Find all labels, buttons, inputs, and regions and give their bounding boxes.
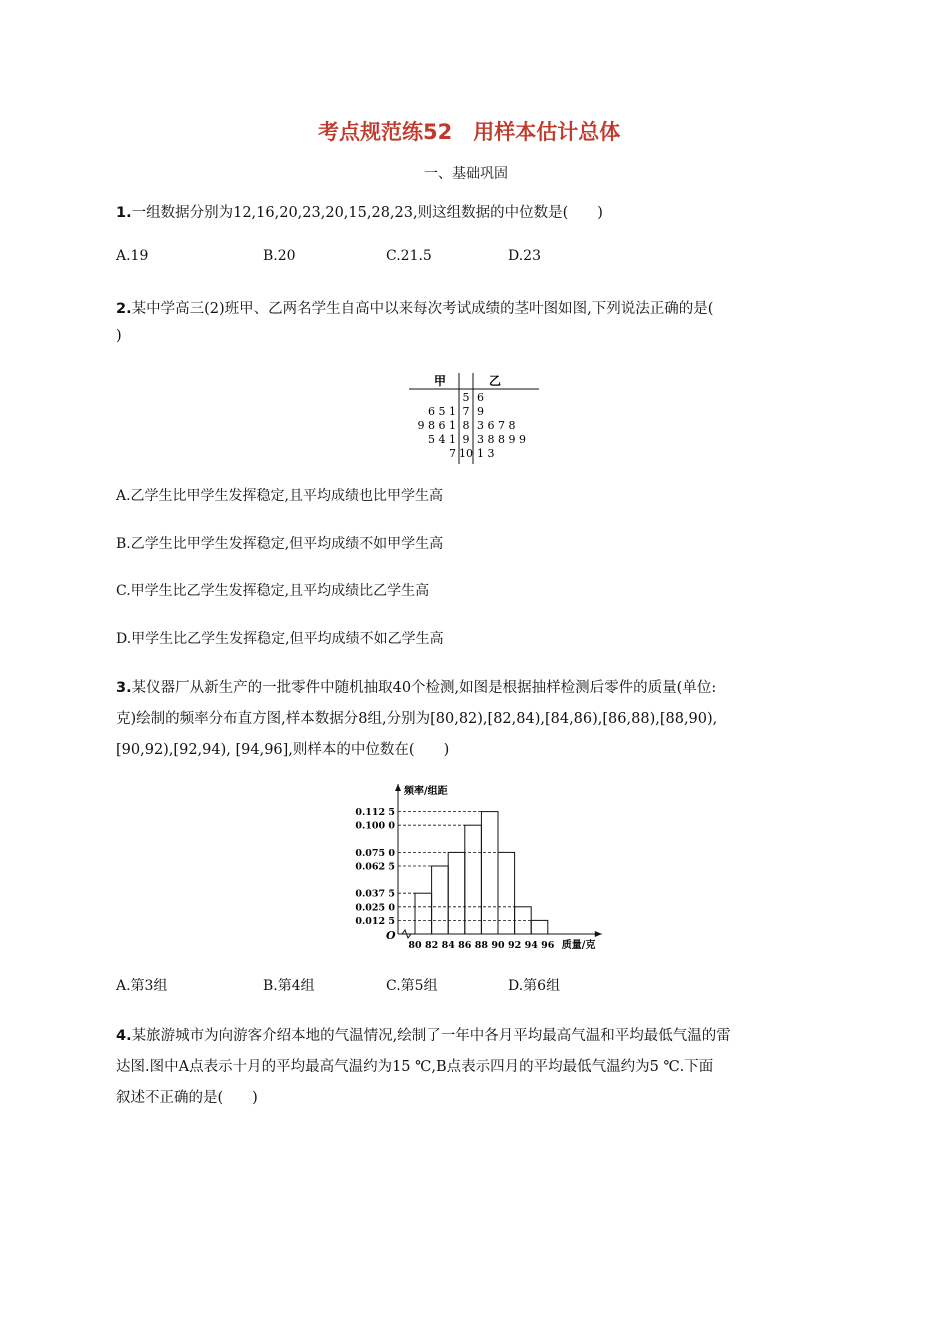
bar-1	[415, 893, 432, 934]
question-text: 一组数据分别为12,16,20,23,20,15,28,23,则这组数据的中位数是( )	[131, 205, 603, 221]
q3-option-a: A.第3组	[116, 978, 168, 994]
right-header: 乙	[488, 374, 502, 388]
question-1	[116, 201, 603, 222]
question-text: 某仪器厂从新生产的一批零件中随机抽取40个检测,如图是根据抽样检测后零件的质量(单位:	[131, 680, 717, 696]
q3-option-c: C.第5组	[386, 978, 438, 994]
stem-row-2: 7	[462, 405, 470, 418]
q2-option-c: C.甲学生比乙学生发挥稳定,且平均成绩比乙学生高	[116, 583, 430, 599]
question-4-line-2: 达图.图中A点表示十月的平均最高气温约为15 ℃,B点表示四月的平均最低气温约为5 ℃.下面	[116, 1059, 714, 1075]
question-number: 2.	[116, 301, 132, 317]
stem-row-1: 5	[462, 391, 470, 404]
left-leaves-row-3: 9 8 6 1	[417, 419, 456, 432]
q1-option-d: D.23	[508, 248, 541, 264]
bar-4	[465, 825, 482, 934]
question-3	[116, 676, 716, 697]
right-leaves-row-4: 3 8 8 9 9	[477, 433, 526, 446]
bar-6	[498, 852, 515, 934]
y-tick-label-3: 0.062 5	[355, 861, 395, 873]
bar-3	[448, 852, 465, 934]
q2-option-d: D.甲学生比乙学生发挥稳定,但平均成绩不如乙学生高	[116, 631, 444, 647]
stem-row-5: 10	[459, 447, 473, 460]
bar-2	[432, 866, 449, 934]
question-number: 3.	[116, 680, 132, 696]
y-tick-label-2: 0.075 0	[355, 847, 395, 859]
x-tick-label-84: 84	[441, 940, 455, 951]
question-number: 4.	[116, 1028, 132, 1044]
q3-option-d: D.第6组	[508, 978, 561, 994]
x-tick-label-86: 86	[458, 940, 472, 951]
x-tick-label-94: 94	[524, 940, 538, 951]
right-leaves-row-2: 9	[477, 405, 484, 418]
q1-option-b: B.20	[263, 248, 296, 264]
bar-8	[531, 920, 548, 934]
q1-option-c: C.21.5	[386, 248, 432, 264]
right-leaves-row-5: 1 3	[477, 447, 495, 460]
left-header: 甲	[433, 374, 447, 388]
frequency-histogram	[340, 778, 630, 958]
x-tick-label-80: 80	[408, 940, 422, 951]
right-leaves-row-3: 3 6 7 8	[477, 419, 516, 432]
question-4	[116, 1024, 731, 1045]
x-tick-label-88: 88	[474, 940, 489, 951]
origin-label: O	[386, 929, 396, 942]
x-tick-label-92: 92	[507, 940, 522, 951]
q1-option-a: A.19	[116, 248, 149, 264]
y-axis-arrow	[395, 784, 401, 791]
stem-row-4: 9	[462, 433, 470, 446]
question-number: 1.	[116, 205, 132, 221]
question-3-line-3: [90,92),[92,94), [94,96],则样本的中位数在( )	[116, 742, 450, 758]
y-tick-label-5: 0.025 0	[355, 902, 395, 914]
y-axis-label: 频率/组距	[404, 786, 448, 797]
question-4-line-3: 叙述不正确的是( )	[116, 1090, 258, 1106]
stem-leaf-plot	[405, 370, 545, 466]
question-2-continued: )	[116, 328, 122, 344]
left-leaves-row-5: 7	[449, 447, 456, 460]
page-title: 考点规范练52 用样本估计总体	[318, 120, 621, 144]
q3-option-b: B.第4组	[263, 978, 315, 994]
y-tick-label-0: 0.112 5	[355, 807, 395, 819]
left-leaves-row-2: 6 5 1	[428, 405, 456, 418]
y-tick-label-4: 0.037 5	[355, 888, 395, 900]
question-text: 某中学高三(2)班甲、乙两名学生自高中以来每次考试成绩的茎叶图如图,下列说法正确的是(	[131, 301, 714, 317]
left-leaves-row-4: 5 4 1	[428, 433, 456, 446]
q2-option-a: A.乙学生比甲学生发挥稳定,且平均成绩也比甲学生高	[116, 488, 444, 504]
x-tick-label-90: 90	[491, 940, 505, 951]
question-2	[116, 297, 713, 318]
stem-row-3: 8	[462, 419, 470, 432]
x-tick-label-82: 82	[424, 940, 439, 951]
section-heading: 一、基础巩固	[424, 166, 508, 182]
q2-option-b: B.乙学生比甲学生发挥稳定,但平均成绩不如甲学生高	[116, 536, 444, 552]
x-tick-label-96: 96	[541, 940, 555, 951]
y-tick-label-1: 0.100 0	[355, 820, 395, 832]
question-3-line-2: 克)绘制的频率分布直方图,样本数据分8组,分别为[80,82),[82,84),[84,86),[86,88),[88,90),	[116, 711, 718, 727]
question-text: 某旅游城市为向游客介绍本地的气温情况,绘制了一年中各月平均最高气温和平均最低气温的雷	[131, 1028, 731, 1044]
y-tick-label-6: 0.012 5	[355, 915, 395, 927]
x-axis-label: 质量/克	[561, 940, 596, 951]
x-axis-arrow	[595, 931, 602, 937]
bar-5	[481, 812, 498, 934]
right-leaves-row-1: 6	[477, 391, 484, 404]
